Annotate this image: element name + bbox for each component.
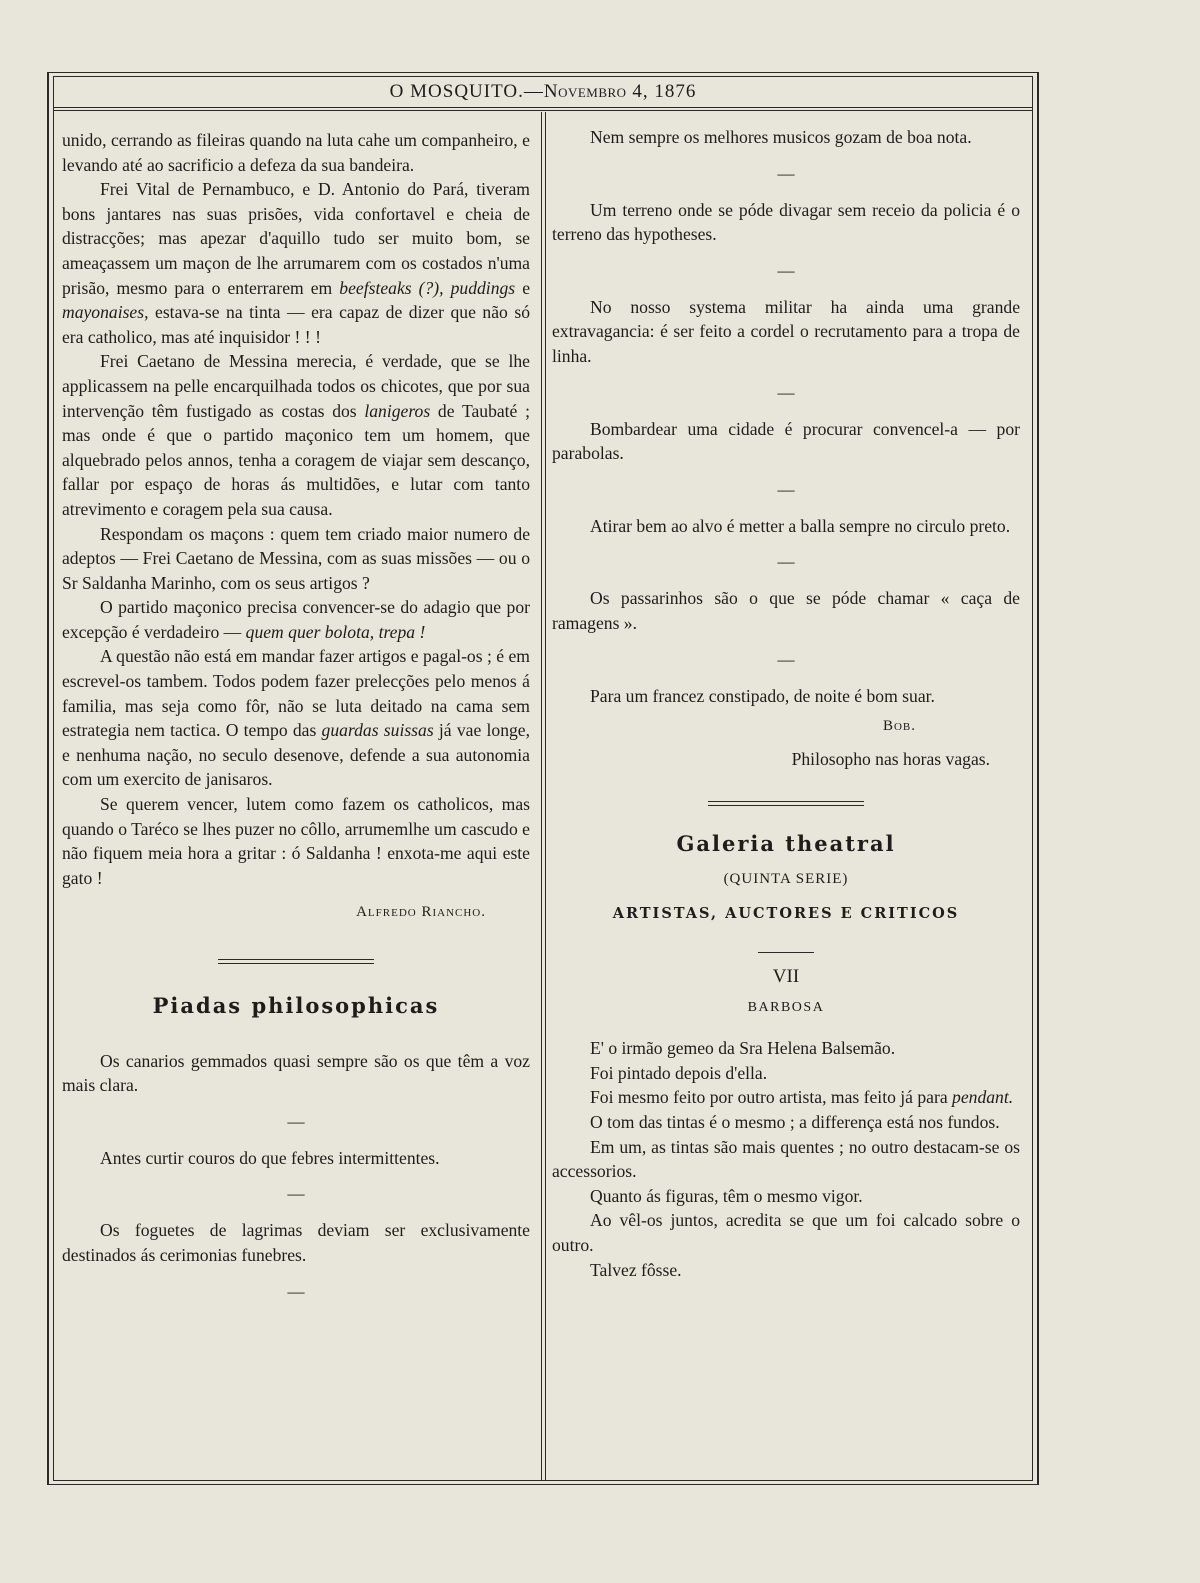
paragraph: unido, cerrando as fileiras quando na luta cahe um companheiro, e levando até ao sacrificio a defeza da sua bandeira. (62, 130, 530, 175)
aphorism: Atirar bem ao alvo é metter a balla sempre no circulo preto. (590, 515, 1011, 536)
aphorism-separator: — (287, 1281, 305, 1301)
paragraph: O tom das tintas é o mesmo ; a differença está nos fundos. (590, 1112, 1000, 1133)
paragraph: A questão não está em mandar fazer artigos e pagal-os ; é em escrevel-os tambem. Todos podem fazer prelecções pelo menos á familia, mas seja como fôr, não se luta deitado na cama sem estrategia nem tactica. O tempo das guardas suissas já vae longe, e nenhuma nação, no seculo desenove, defende a sua autonomia com um exercito de janisaros. (62, 646, 530, 790)
column-divider (545, 112, 546, 1481)
author-subtitle: Philosopho nas horas vagas. (791, 748, 990, 769)
paragraph: Se querem vencer, lutem como fazem os catholicos, mas quando o Taréco se lhes puzer no côllo, arrumemlhe um cascudo e não fiquem meia hora a gritar : ó Saldanha ! enxota-me aqui este gato ! (62, 794, 530, 888)
paragraph: Frei Vital de Pernambuco, e D. Antonio do Pará, tiveram bons jantares nas suas prisões, vida confortavel e cheia de distracções; mas apezar d'aquillo tudo ser muito bom, se ameaçassem um maçon de lhe arrumarem com os costados n'uma prisão, mesmo para o enterrarem em beefsteaks (?), puddings e mayonaises, estava-se na tinta — era capaz de dizer que não só era catholico, mas até inquisidor ! ! ! (62, 179, 531, 347)
author-signature: Alfredo Riancho. (356, 904, 486, 921)
header-date: 4, 1876 (632, 81, 697, 102)
paragraph: Foi pintado depois d'ella. (590, 1062, 768, 1083)
aphorism-separator: — (287, 1111, 305, 1131)
header-rule (53, 107, 1033, 108)
paragraph: Quanto ás figuras, têm o mesmo vigor. (590, 1185, 863, 1206)
aphorism-separator: — (777, 649, 795, 669)
paragraph: Foi mesmo feito por outro artista, mas feito já para pendant. (590, 1087, 1014, 1108)
paragraph: O partido maçonico precisa convencer-se do adagio que por excepção é verdadeiro — quem quer bolota, trepa ! (62, 597, 530, 642)
aphorism-separator: — (287, 1184, 305, 1204)
author-signature: Bob. (882, 718, 916, 735)
paragraph: Ao vêl-os juntos, acredita se que um foi calcado sobre o outro. (552, 1210, 1020, 1256)
aphorism: Antes curtir couros do que febres intermittentes. (100, 1147, 440, 1168)
chapter-name: BARBOSA (747, 999, 825, 1015)
publication-title: O MOSQUITO. (389, 81, 524, 102)
right-column (552, 125, 1020, 1282)
section-title: Galeria theatral (676, 831, 896, 857)
paragraph: E' o irmão gemeo da Sra Helena Balsemão. (590, 1038, 896, 1059)
header-rule (53, 110, 1033, 111)
aphorism: Um terreno onde se póde divagar sem receio da policia é o terreno das hypotheses. (552, 199, 1020, 245)
aphorism: Os passarinhos são o que se póde chamar « caça de ramagens ». (552, 588, 1020, 633)
aphorism: Para um francez constipado, de noite é bom suar. (590, 685, 935, 706)
aphorism: No nosso systema militar ha ainda uma grande extravagancia: é ser feito a cordel o recrutamento para a tropa de linha. (552, 296, 1020, 366)
left-column (62, 128, 530, 1316)
aphorism-separator: — (777, 163, 795, 183)
column-divider (541, 112, 542, 1481)
aphorism: Os canarios gemmados quasi sempre são os que têm a voz mais clara. (62, 1050, 530, 1096)
paragraph: Em um, as tintas são mais quentes ; no outro destacam-se os accessorios. (552, 1136, 1020, 1182)
section-subtitle: ARTISTAS, AUCTORES E CRITICOS (612, 904, 960, 922)
aphorism-separator: — (777, 382, 795, 402)
paragraph: Respondam os maçons : quem tem criado maior numero de adeptos — Frei Caetano de Messina, com as suas missões — ou o Sr Saldanha Marinho, com os seus artigos ? (62, 523, 530, 593)
aphorism-separator: — (777, 552, 795, 572)
paragraph: Frei Caetano de Messina merecia, é verdade, que se lhe applicassem na pelle encarquilhada todos os chicotes, que por sua intervenção têm fustigado as costas dos lanigeros de Taubaté ; mas onde é que o partido maçonico tem um homem, que alquebrado pelos annos, tenha a coragem de viajar sem descanço, fallar por espaço de horas ás multidões, e lutar com tanto atrevimento e coragem pela sua causa. (62, 351, 530, 519)
chapter-number: VII (772, 966, 800, 988)
paragraph: Talvez fôsse. (590, 1259, 682, 1280)
series-label: (QUINTA SERIE) (723, 870, 849, 887)
header-month: Novembro (543, 81, 627, 102)
aphorism: Os foguetes de lagrimas deviam ser exclusivamente destinados ás cerimonias funebres. (62, 1220, 530, 1265)
aphorism-separator: — (777, 260, 795, 280)
aphorism: Bombardear uma cidade é procurar convencel-a — por parabolas. (552, 418, 1020, 464)
section-title: Piadas philosophicas (152, 993, 440, 1018)
aphorism: Nem sempre os melhores musicos gozam de boa nota. (590, 127, 972, 147)
aphorism-separator: — (777, 479, 795, 499)
running-header: O MOSQUITO.—Novembro 4, 1876 (389, 81, 697, 102)
